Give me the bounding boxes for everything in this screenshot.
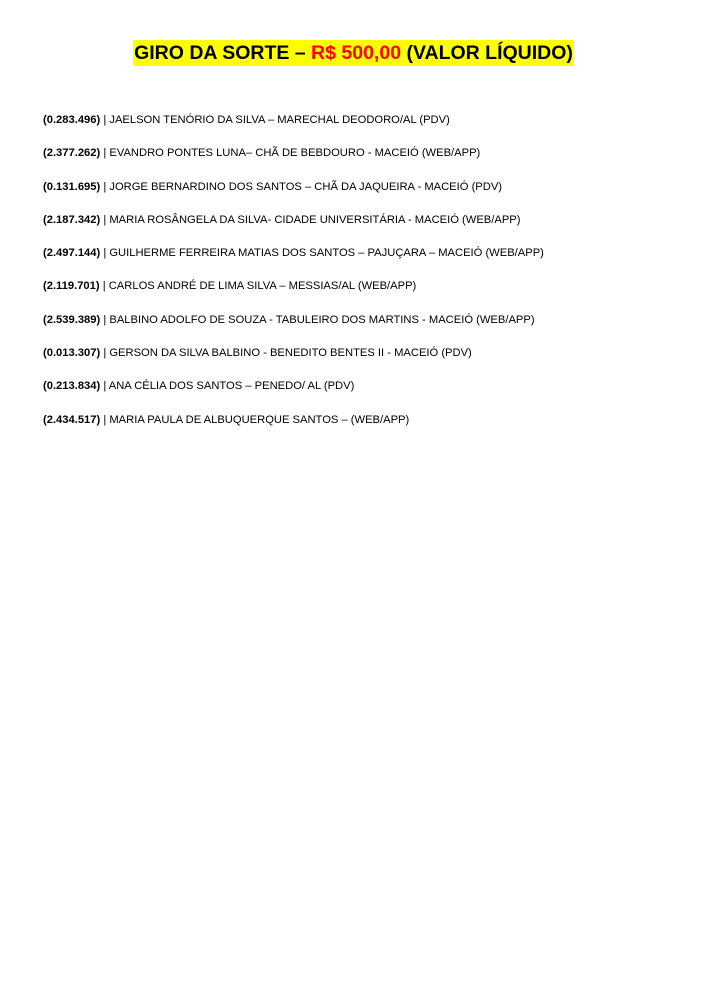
list-item: [43, 413, 683, 446]
list-item: [43, 313, 683, 346]
winner-details: | JORGE BERNARDINO DOS SANTOS – CHÃ DA JAQUEIRA - MACEIÓ (PDV): [100, 180, 503, 193]
winner-code: (0.013.307): [43, 347, 101, 360]
list-item: [43, 279, 683, 312]
winner-code: (2.119.701): [43, 280, 100, 293]
winner-details: | CARLOS ANDRÉ DE LIMA SILVA – MESSIAS/AL (WEB/APP): [99, 280, 417, 293]
winner-code: (2.497.144): [43, 247, 101, 260]
winner-code: (2.539.389): [43, 313, 101, 326]
list-item: [43, 346, 683, 379]
title-prefix: GIRO DA SORTE –: [134, 42, 312, 64]
winner-code: (0.213.834): [43, 380, 101, 393]
list-item: [43, 379, 683, 412]
winner-code: (0.131.695): [43, 180, 101, 193]
list-item: [43, 180, 683, 213]
list-item: [43, 246, 683, 279]
title-suffix: (VALOR LÍQUIDO): [401, 42, 573, 64]
winner-code: (2.187.342): [43, 213, 101, 226]
winner-details: | BALBINO ADOLFO DE SOUZA - TABULEIRO DOS MARTINS - MACEIÓ (WEB/APP): [100, 313, 535, 326]
winner-details: | EVANDRO PONTES LUNA– CHÃ DE BEBDOURO - MACEIÓ (WEB/APP): [100, 147, 481, 160]
list-item: [43, 113, 683, 146]
list-item: [43, 213, 683, 246]
title-highlight: [133, 40, 574, 66]
page-title: [0, 40, 707, 66]
winner-details: | MARIA PAULA DE ALBUQUERQUE SANTOS – (WEB/APP): [100, 413, 410, 426]
list-item: [43, 146, 683, 179]
winner-details: | ANA CÉLIA DOS SANTOS – PENEDO/ AL (PDV): [100, 380, 355, 393]
winner-details: | JAELSON TENÓRIO DA SILVA – MARECHAL DEODORO/AL (PDV): [100, 114, 450, 126]
winner-code: (0.283.496): [43, 114, 101, 126]
winner-details: | GUILHERME FERREIRA MATIAS DOS SANTOS – PAJUÇARA – MACEIÓ (WEB/APP): [100, 247, 544, 260]
title-amount: R$ 500,00: [311, 42, 402, 64]
winner-code: (2.434.517): [43, 413, 101, 426]
winner-details: | GERSON DA SILVA BALBINO - BENEDITO BENTES II - MACEIÓ (PDV): [100, 347, 472, 360]
winner-details: | MARIA ROSÂNGELA DA SILVA- CIDADE UNIVERSITÁRIA - MACEIÓ (WEB/APP): [100, 213, 521, 226]
winners-list: [43, 113, 683, 446]
winner-code: (2.377.262): [43, 147, 101, 160]
